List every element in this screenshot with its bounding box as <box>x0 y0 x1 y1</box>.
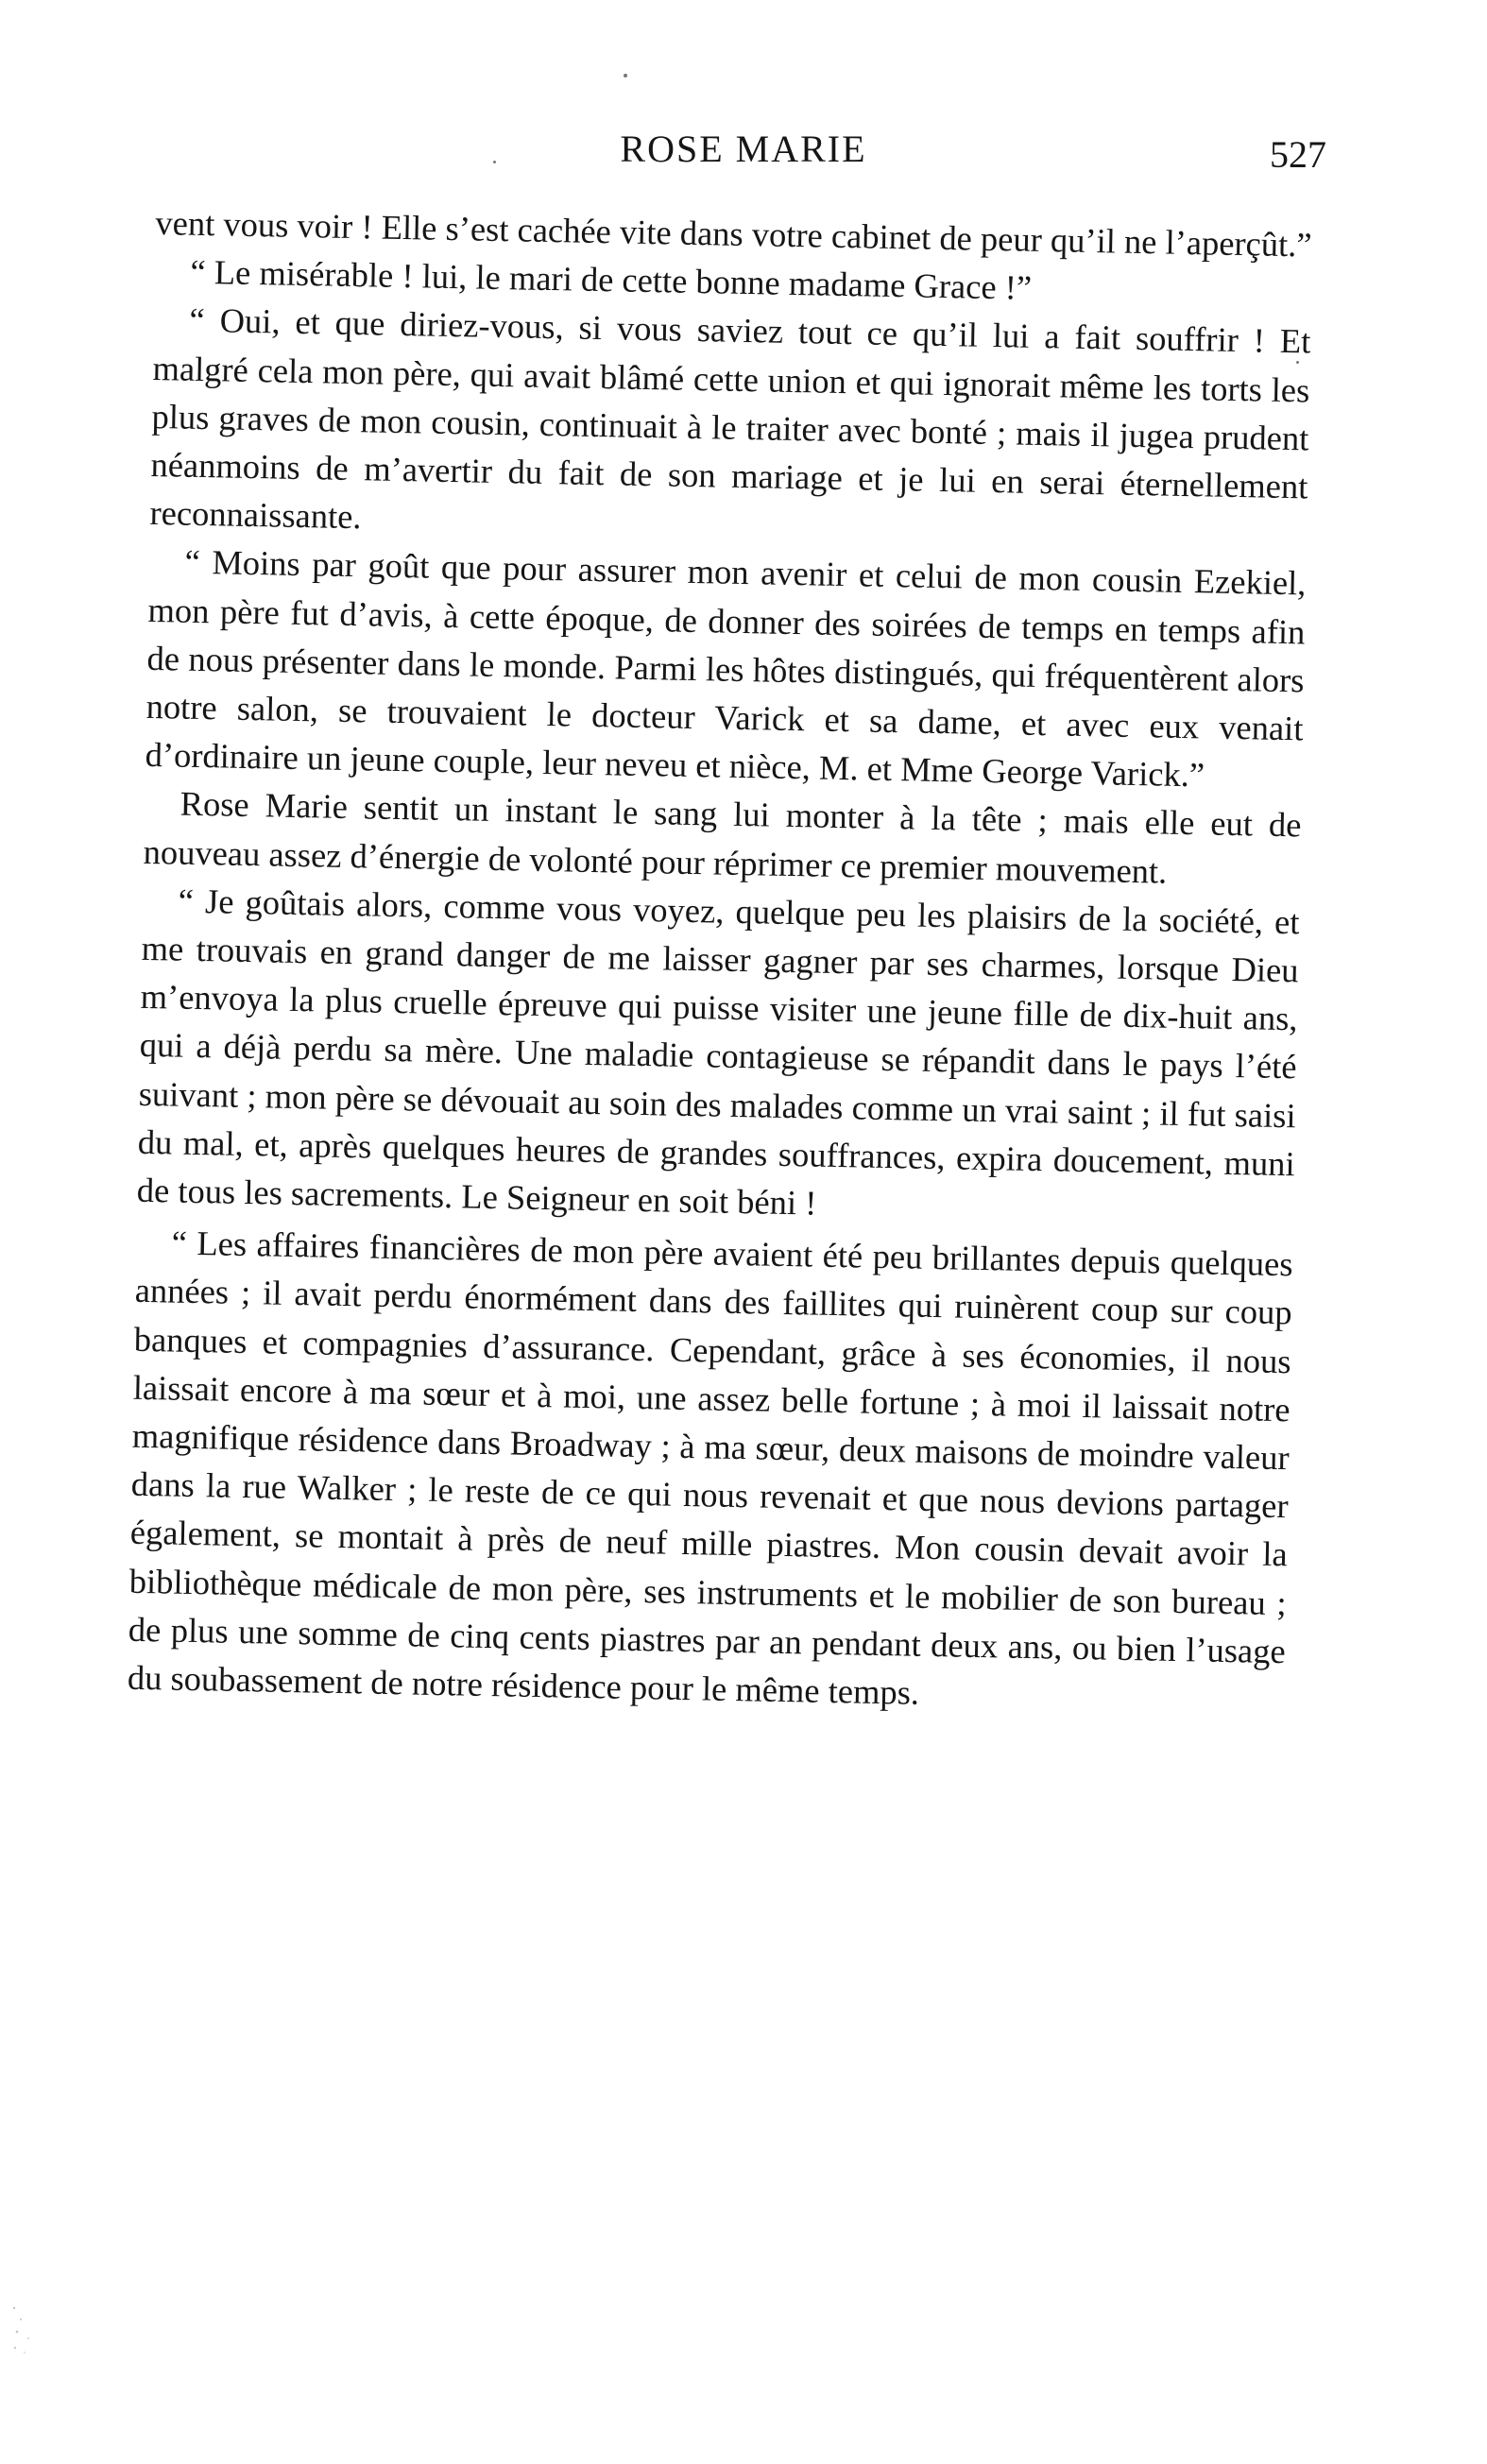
paragraph: Rose Marie sentit un instant le sang lui monter à la tête ; mais elle eut de nouveau assez d’énergie de volonté pour réprimer ce premier mouvement. <box>143 784 1302 891</box>
print-speck <box>624 74 627 77</box>
paragraph: vent vous voir ! Elle s’est cachée vite dans votre cabinet de peur qu’il ne l’aperçût.” <box>155 202 1312 265</box>
running-title: ROSE MARIE <box>620 128 867 170</box>
page-number: 527 <box>1270 133 1326 176</box>
running-head <box>0 121 1487 178</box>
paragraph: “ Le misérable ! lui, le mari de cette bonne madame Grace !” <box>190 251 1033 308</box>
paragraph: “ Les affaires financières de mon père avaient été peu brillantes depuis quelques années ; il avait perdu énormément dans des faillites qui ruinèrent coup sur coup banques et compagnies d’assurance. Cependant, grâce à ses économies, il nous laissait encore à ma sœur et à moi, une assez belle fortune ; à moi il laissait notre magnifique résidence dans Broadway ; à ma sœur, deux maisons de moindre valeur dans la rue Walker ; le reste de ce qui nous revenait et que nous devions partager également, se montait à près de neuf mille piastres. Mon cousin devait avoir la bibliothèque médicale de mon père, ses instruments et le mobilier de son bureau ; de plus une somme de cinq cents piastres par an pendant deux ans, ou bien l’usage du soubassement de notre résidence pour le même temps. <box>127 1223 1293 1712</box>
paragraph: “ Oui, et que diriez-vous, si vous saviez tout ce qu’il lui a fait souffrir ! Et malgré cela mon père, qui avait blâmé cette union et qui ignorait même les torts les plus graves de mon cousin, continuait à le traiter avec bonté ; mais il jugea prudent néanmoins de m’avertir du fait de son mariage et je lui en serai éternellement reconnaissante. <box>149 300 1311 537</box>
scan-edge-noise <box>9 2301 47 2357</box>
body-text <box>127 198 1312 1724</box>
paragraph: “ Moins par goût que pour assurer mon avenir et celui de mon cousin Ezekiel, mon père fut d’avis, à cette époque, de donner des soirées de temps en temps afin de nous présenter dans le monde. Parmi les hôtes distingués, qui fréquentèrent alors notre salon, se trouvaient le docteur Varick et sa dame, et avec eux venait d’ordinaire un jeune couple, leur neveu et nièce, M. et Mme George Varick.” <box>145 542 1307 795</box>
paragraph: “ Je goûtais alors, comme vous voyez, quelque peu les plaisirs de la société, et me trouvais en grand danger de me laisser gagner par ses charmes, lorsque Dieu m’envoya la plus cruelle épreuve qui puisse visiter une jeune fille de dix-huit ans, qui a déjà perdu sa mère. Une maladie contagieuse se répandit dans le pays l’été suivant ; mon père se dévouait au soin des malades comme un vrai saint ; il fut saisi du mal, et, après quelques heures de grandes souffrances, expira doucement, muni de tous les sacrements. Le Seigneur en soit béni ! <box>136 881 1300 1223</box>
